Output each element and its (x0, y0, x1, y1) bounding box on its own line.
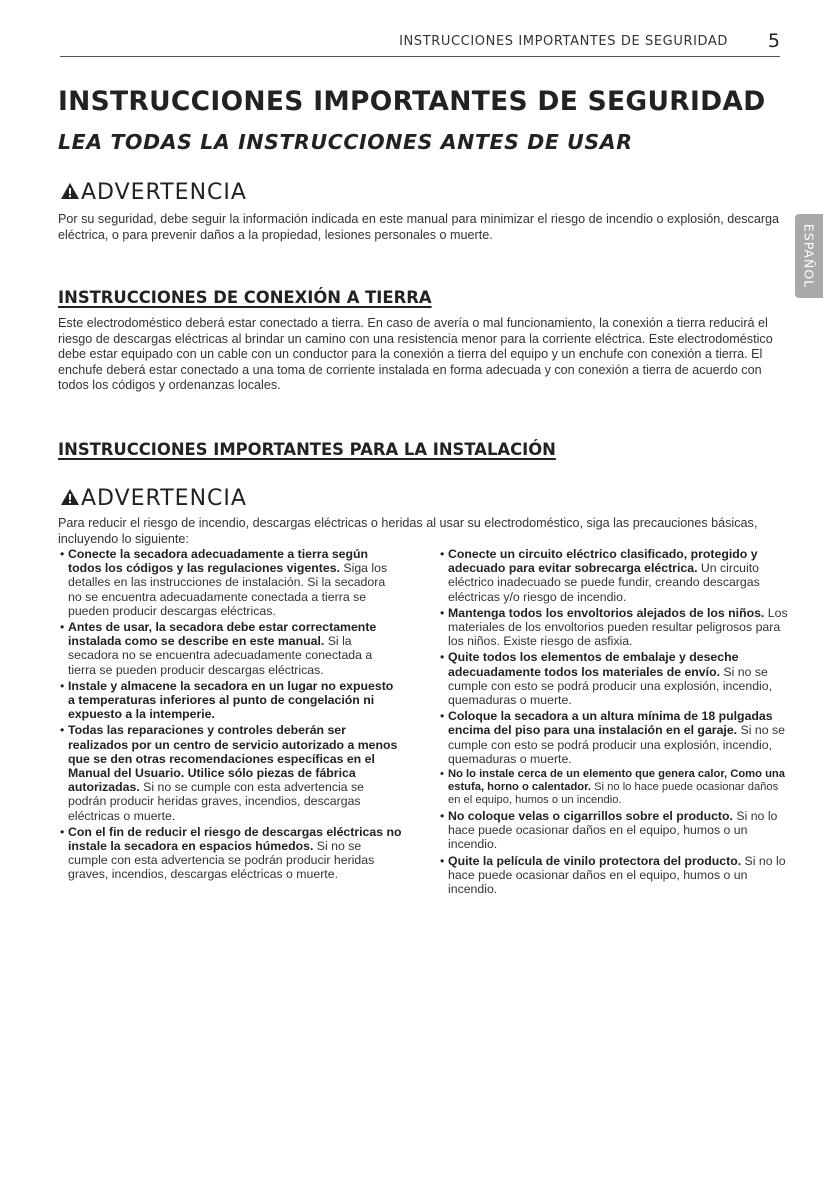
precaution-item (440, 547, 790, 604)
grounding-heading: INSTRUCCIONES DE CONEXIÓN A TIERRA (58, 288, 432, 307)
precaution-text: Siga los detalles en las instrucciones de instalación. Si la secadora no se encuentra adecuadamente conectada a tierra se pueden producir descargas eléctricas. (68, 561, 388, 618)
language-side-tab (795, 214, 823, 298)
warning-triangle-icon (60, 488, 80, 506)
precaution-text: Si no se cumple con esta advertencia se podrán producir heridas graves, incendios, descargas eléctricas o muerte. (68, 839, 375, 882)
precaution-bold: Todas las reparaciones y controles deberán ser realizados por un centro de servicio autorizado a menos que se den otras recomendaciones específicas en el Manual del Usuario. Utilice sólo piezas de fábrica autorizadas. (68, 723, 398, 795)
precaution-item (440, 809, 790, 852)
precaution-text: Si no lo hace puede ocasionar daños en el equipo, humos o un incendio. (448, 809, 778, 852)
precaution-bold: Con el fin de reducir el riesgo de descargas eléctricas no instale la secadora en espacios húmedos. (68, 824, 402, 854)
precaution-item (440, 854, 790, 897)
grounding-text: Este electrodoméstico deberá estar conectado a tierra. En caso de avería o mal funcionamiento, la conexión a tierra reducirá el riesgo de descargas eléctricas al brindar un camino con una resistencia menor para la corriente eléctrica. Este electrodoméstico debe estar equipado con un cable con un conductor para la conexión a tierra del equipo y un enchufe con conexión a tierra. El enchufe deberá estar conectado a una toma de corriente instalada en forma adecuada y con conexión a tierra de acuerdo con todos los códigos y ordenanzas locales. (58, 316, 773, 393)
warning-heading (60, 180, 247, 205)
precaution-text: Si no lo hace puede ocasionar daños en el equipo, humos o un incendio. (448, 853, 786, 897)
warning-text: Por su seguridad, debe seguir la información indicada en este manual para minimizar el riesgo de incendio o explosión, descarga eléctrica, o para prevenir daños a la propiedad, lesiones personales o muerte. (58, 212, 780, 242)
precaution-item (60, 723, 402, 822)
precaution-item (60, 620, 402, 677)
precaution-item (60, 547, 402, 618)
precaution-bold: Instale y almacene la secadora en un lugar no expuesto a temperaturas inferiores al punto de congelación ni expuesto a la intemperie. (68, 678, 394, 722)
running-title: INSTRUCCIONES IMPORTANTES DE SEGURIDAD (399, 34, 728, 49)
precaution-item (440, 709, 790, 766)
installation-warning-heading (60, 486, 247, 511)
precaution-text: Si la secadora no se encuentra adecuadamente conectada a tierra se pueden producir descargas eléctricas. (68, 634, 373, 677)
precaution-text: Los materiales de los envoltorios pueden resultar peligrosos para los niños. Existe riesgo de asfixia. (448, 605, 788, 649)
precaution-bold: Antes de usar, la secadora debe estar correctamente instalada como se describe en este manual. (68, 620, 377, 649)
page-title: INSTRUCCIONES IMPORTANTES DE SEGURIDAD (58, 86, 766, 117)
precaution-bold: Conecte la secadora adecuadamente a tierra según todos los códigos y las regulaciones vigentes. (68, 547, 369, 576)
precaution-text: Un circuito eléctrico inadecuado se puede fundir, creando descargas eléctricas y/o riesgo de incendio. (448, 561, 760, 604)
precaution-item (440, 768, 790, 807)
installation-warning-heading-text: ADVERTENCIA (81, 486, 247, 511)
installation-heading: INSTRUCCIONES IMPORTANTES PARA LA INSTALACIÓN (58, 440, 556, 459)
precaution-text: Si no lo hace puede ocasionar daños en el equipo, humos o un incendio. (448, 781, 779, 807)
precaution-bold: Coloque la secadora a un altura mínima de 18 pulgadas encima del piso para una instalación en el garaje. (448, 709, 773, 738)
precaution-text: Si no se cumple con esto se podrá producir una explosión, incendio, quemaduras o muerte. (448, 664, 773, 708)
precaution-bold: Quite todos los elementos de embalaje y deseche adecuadamente todos los materiales de envío. (448, 650, 739, 679)
precaution-item (60, 825, 402, 882)
page-number: 5 (767, 30, 780, 52)
running-header (60, 30, 780, 57)
installation-intro: Para reducir el riesgo de incendio, descargas eléctricas o heridas al usar su electrodoméstico, siga las precauciones básicas, incluyendo lo siguiente: (58, 516, 758, 546)
language-side-tab-label: ESPAÑOL (801, 223, 817, 289)
precaution-text: Si no se cumple con esta advertencia se podrán producir heridas graves, incendios, descargas eléctricas o muerte. (68, 780, 364, 823)
warning-triangle-icon (60, 182, 80, 200)
precaution-item (60, 679, 402, 722)
precaution-bold: No lo instale cerca de un elemento que genera calor, Como una estufa, horno o calentador. (448, 768, 785, 794)
precaution-bold: Conecte un circuito eléctrico clasificado, protegido y adecuado para evitar sobrecarga eléctrica. (448, 547, 758, 576)
precautions-right-column (440, 547, 790, 898)
precaution-bold: Mantenga todos los envoltorios alejados de los niños. (448, 605, 765, 620)
page-subtitle: LEA TODAS LA INSTRUCCIONES ANTES DE USAR (58, 130, 633, 154)
precautions-left-column (60, 547, 402, 884)
precaution-item (440, 606, 790, 649)
precaution-text: Si no se cumple con esto se podrá producir una explosión, incendio, quemaduras o muerte. (448, 723, 785, 766)
precaution-bold: No coloque velas o cigarrillos sobre el producto. (448, 809, 733, 824)
precaution-item (440, 650, 790, 707)
warning-heading-text: ADVERTENCIA (81, 180, 247, 205)
precaution-bold: Quite la película de vinilo protectora del producto. (448, 853, 742, 868)
